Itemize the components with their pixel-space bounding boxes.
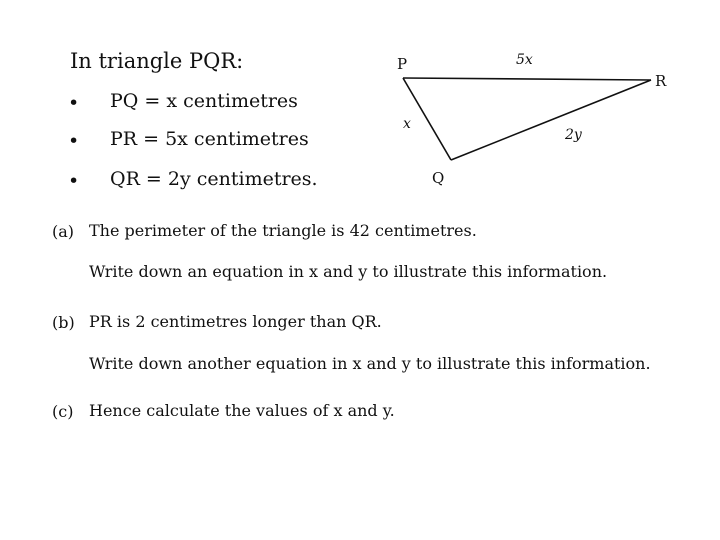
bullet-symbol: • [68, 92, 80, 114]
part-b-label: (b) [52, 313, 75, 332]
part-a-line-1: The perimeter of the triangle is 42 centimetres. [89, 221, 477, 240]
bullet-symbol: • [68, 130, 80, 152]
bullet-qr: QR = 2y centimetres. [110, 168, 318, 190]
part-a-label: (a) [52, 222, 75, 241]
bullet-pr: PR = 5x centimetres [110, 128, 309, 150]
part-b-line-1: PR is 2 centimetres longer than QR. [89, 312, 382, 331]
side-qr-line [451, 80, 651, 160]
bullet-pq: PQ = x centimetres [110, 90, 298, 112]
vertex-r-label: R [655, 72, 667, 90]
side-pr-label: 5x [516, 52, 533, 68]
side-pr-line [403, 78, 651, 80]
vertex-p-label: P [397, 55, 408, 73]
side-qr-label: 2y [565, 127, 582, 143]
part-c-label: (c) [52, 402, 74, 421]
side-pq-label: x [403, 116, 411, 132]
vertex-q-label: Q [432, 169, 445, 187]
part-a-line-2: Write down an equation in x and y to illustrate this information. [89, 262, 608, 281]
part-c-line-1: Hence calculate the values of x and y. [89, 401, 395, 420]
bullet-symbol: • [68, 170, 80, 192]
part-b-line-2: Write down another equation in x and y to illustrate this information. [89, 354, 651, 373]
intro-text: In triangle PQR: [70, 49, 244, 73]
